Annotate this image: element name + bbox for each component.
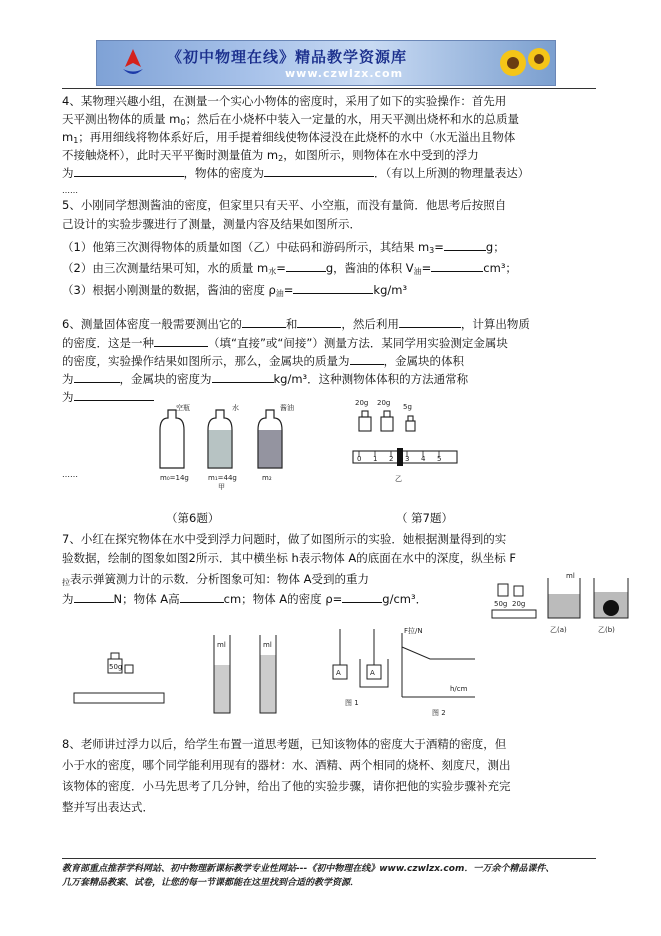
q6-line1: 6、测量固体密度一般需要测出它的 和 ，然后利用 ，计算出物质 <box>62 317 530 331</box>
q6-line5: 为 <box>62 388 602 406</box>
fig6-dots: …… <box>62 470 78 479</box>
bottle2-label: 水 <box>232 404 239 412</box>
q5-line2: 己设计的实验步骤进行了测量，测量内容及结果如图所示． <box>62 217 361 231</box>
fig1-label: 图 1 <box>345 699 359 707</box>
q7-line4: 为 N；物体 A高 cm；物体 A的密度 ρ= g/cm³． <box>62 592 428 606</box>
q7-blank-density[interactable] <box>342 590 382 603</box>
fig7-side <box>488 570 648 640</box>
header-banner <box>96 40 556 86</box>
svg-text:乙(a): 乙(a) <box>550 626 567 634</box>
svg-text:5: 5 <box>437 455 442 463</box>
footer-line1: 教育部重点推荐学科网站、初中物理新课标教学专业性网站---《初中物理在线》www.czwlzx.com．一万余个精品课件、 <box>62 864 555 874</box>
svg-text:50g: 50g <box>494 600 508 608</box>
bottle3-label: 酱油 <box>280 404 294 412</box>
svg-text:0: 0 <box>357 455 362 463</box>
m0-label: m₀=14g <box>160 474 189 482</box>
q8-line2: 小于水的密度，哪个同学能利用现有的器材：水、酒精、两个相同的烧杯、刻度尺，测出 <box>62 758 511 772</box>
fig6-bottles <box>140 400 310 490</box>
svg-text:3: 3 <box>405 455 410 463</box>
q6-blank-1[interactable] <box>242 315 286 328</box>
q5-step3: （3）根据小刚测量的数据，酱油的密度 $\rho_油= kg/m^3$ <box>62 283 408 298</box>
q4-blank-density[interactable] <box>264 164 374 177</box>
svg-text:4: 4 <box>421 455 426 463</box>
q5-blank-voil[interactable] <box>431 259 483 272</box>
m1-label: m₁=44g <box>208 474 237 482</box>
q4-line4: 不接触烧杯），此时天平平衡时测量值为 $m_2$，如图所示，则物体在水中受到的浮力 <box>62 148 479 163</box>
fig7-weights <box>345 395 465 490</box>
caption-q7: （ 第7题） <box>396 511 453 525</box>
header-rule <box>62 88 596 89</box>
weight1-label: 20g <box>355 399 369 407</box>
q6-blank-3[interactable] <box>399 315 461 328</box>
q8-line3: 该物体的密度．小马先思考了几分钟，给出了他的实验步骤，请你把他的实验步骤补充完 <box>62 779 511 793</box>
q4-dots: …… <box>62 186 78 195</box>
svg-text:h/cm: h/cm <box>450 685 468 693</box>
q5-blank-rho[interactable] <box>293 281 373 294</box>
q6-blank-4[interactable] <box>154 334 208 347</box>
q5-line1: 5、小刚同学想测酱油的密度，但家里只有天平、小空瓶，而没有量筒．他思考后按照自 <box>62 198 507 212</box>
fig2-label: 图 2 <box>432 709 446 717</box>
q7-line2: 验数据，绘制的图象如图2所示．其中横坐标 h表示物体 A的底面在水中的深度，纵坐标 F <box>62 551 517 565</box>
banner-title: 《初中物理在线》精品教学资源库 <box>167 48 408 66</box>
q6-blank-7[interactable] <box>212 370 274 383</box>
banner-url: www.czwlzx.com <box>285 67 404 80</box>
svg-text:20g: 20g <box>512 600 526 608</box>
weight3-label: 5g <box>403 403 412 411</box>
q6-blank-5[interactable] <box>350 352 384 365</box>
q4-line1: 4、某物理兴趣小组，在测量一个实心小物体的密度时，采用了如下的实验操作：首先用 <box>62 94 507 108</box>
caption-q6: （第6题） <box>166 511 220 525</box>
q4-line2: 天平测出物体的质量 $m_0$；然后在小烧杯中装入一定量的水，用天平测出烧杯和水的总质量 <box>62 112 519 127</box>
svg-text:2: 2 <box>389 455 394 463</box>
q4-blank-buoyancy[interactable] <box>74 164 184 177</box>
q5-blank-mwater[interactable] <box>286 259 326 272</box>
svg-text:1: 1 <box>373 455 378 463</box>
q7-line1: 7、小红在探究物体在水中受到浮力问题时，做了如图所示的实验．她根据测量得到的实 <box>62 532 507 546</box>
svg-text:乙(b): 乙(b) <box>598 626 615 634</box>
footer-line2: 几万套精品教案、试卷，让您的每一节课都能在这里找到合适的教学资源． <box>62 878 360 888</box>
bottle1-label: 空瓶 <box>176 404 190 412</box>
q6-line2: 的密度．这是一种 （填“直接”或“间接”）测量方法．某同学用实验测定金属块 <box>62 336 508 350</box>
svg-text:ml: ml <box>263 641 272 649</box>
footer-rule <box>62 858 596 859</box>
footer <box>62 862 602 890</box>
q5-step2: （2）由三次测量结果可知，水的质量 $m_水= g$，酱油的体积 $V_油= cm^3$； <box>62 261 517 276</box>
m2-label: m₂ <box>262 474 272 482</box>
logo-icon <box>119 47 147 79</box>
q5-step1: （1）他第三次测得物体的质量如图（乙）中砝码和游码所示，其结果 $m_3= g$； <box>62 240 505 255</box>
q5-blank-m3[interactable] <box>444 238 486 251</box>
q4-line5: 为 ，物体的密度为 ．（有以上所测的物理量表达） <box>62 166 530 180</box>
q8-line4: 整并写出表达式． <box>62 800 154 814</box>
svg-text:ml: ml <box>217 641 226 649</box>
svg-text:A: A <box>370 669 375 677</box>
q6-blank-6[interactable] <box>74 370 120 383</box>
svg-text:A: A <box>336 669 341 677</box>
q4-line3: $m_1$；再用细线将物体系好后，用手提着细线使物体浸没在此烧杯的水中（水无溢出且物体 <box>62 130 516 145</box>
weight2-label: 20g <box>377 399 391 407</box>
svg-text:50g: 50g <box>109 663 123 671</box>
svg-text:F拉/N: F拉/N <box>404 627 423 635</box>
svg-text:ml: ml <box>566 572 575 580</box>
label-yi: 乙 <box>395 475 402 483</box>
sunflower-icon <box>495 43 551 83</box>
q7-line3: $_拉$表示弹簧测力计的示数．分析图象可知：物体 A受到的重力 <box>62 572 370 587</box>
q6-blank-2[interactable] <box>297 315 341 328</box>
q7-blank-height[interactable] <box>180 590 224 603</box>
q6-line4: 为 ，金属块的密度为 kg/m³．这种测物体体积的方法通常称 <box>62 372 469 386</box>
q7-blank-weight[interactable] <box>74 590 114 603</box>
label-jia: 甲 <box>218 483 225 490</box>
fig8-row <box>70 625 480 720</box>
q8-line1: 8、老师讲过浮力以后，给学生布置一道思考题，已知该物体的密度大于酒精的密度，但 <box>62 737 507 751</box>
q6-line3: 的密度，实验操作结果如图所示，那么，金属块的质量为 ，金属块的体积 <box>62 354 464 368</box>
